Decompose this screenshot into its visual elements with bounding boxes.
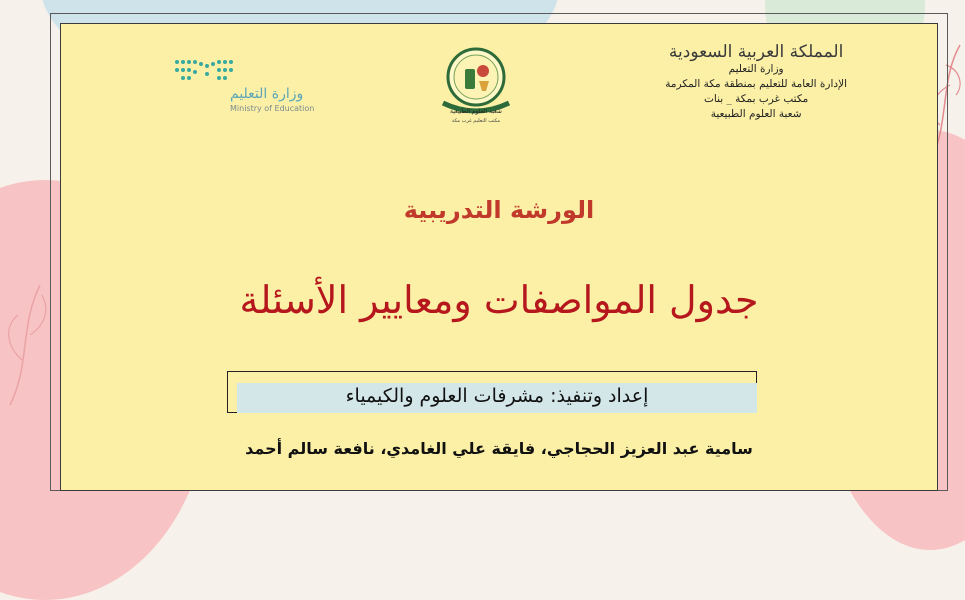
header-line: شعبة العلوم الطبيعية [710, 108, 802, 120]
natural-sciences-logo [433, 41, 519, 127]
slide-card [60, 23, 938, 491]
prepared-by-text: إعداد وتنفيذ: مشرفات العلوم والكيمياء [345, 385, 649, 407]
ministry-of-education-logo [173, 54, 313, 118]
moe-dots-icon [173, 56, 233, 84]
header-block [665, 42, 847, 122]
logo-arc-text: شعبة العلوم الطبيعية [450, 108, 502, 115]
kingdom-title: المملكة العربية السعودية [668, 42, 844, 62]
logo-sub-text: مكتب التعليم غرب مكة [451, 118, 501, 124]
header-line: الإدارة العامة للتعليم بمنطقة مكة المكرمة [665, 78, 847, 90]
workshop-title: جدول المواصفات ومعايير الأسئلة [239, 278, 759, 322]
header-line: وزارة التعليم [728, 63, 784, 75]
moe-english-name: Ministry of Education [230, 104, 315, 113]
moe-arabic-name: وزارة التعليم [230, 86, 304, 102]
header-line: مكتب غرب بمكة _ بنات [703, 93, 809, 105]
workshop-subtitle: الورشة التدريبية [403, 196, 595, 224]
presenter-names: سامية عبد العزيز الحجاجي، فايقة علي الغامدي، نافعة سالم أحمد [245, 439, 753, 458]
